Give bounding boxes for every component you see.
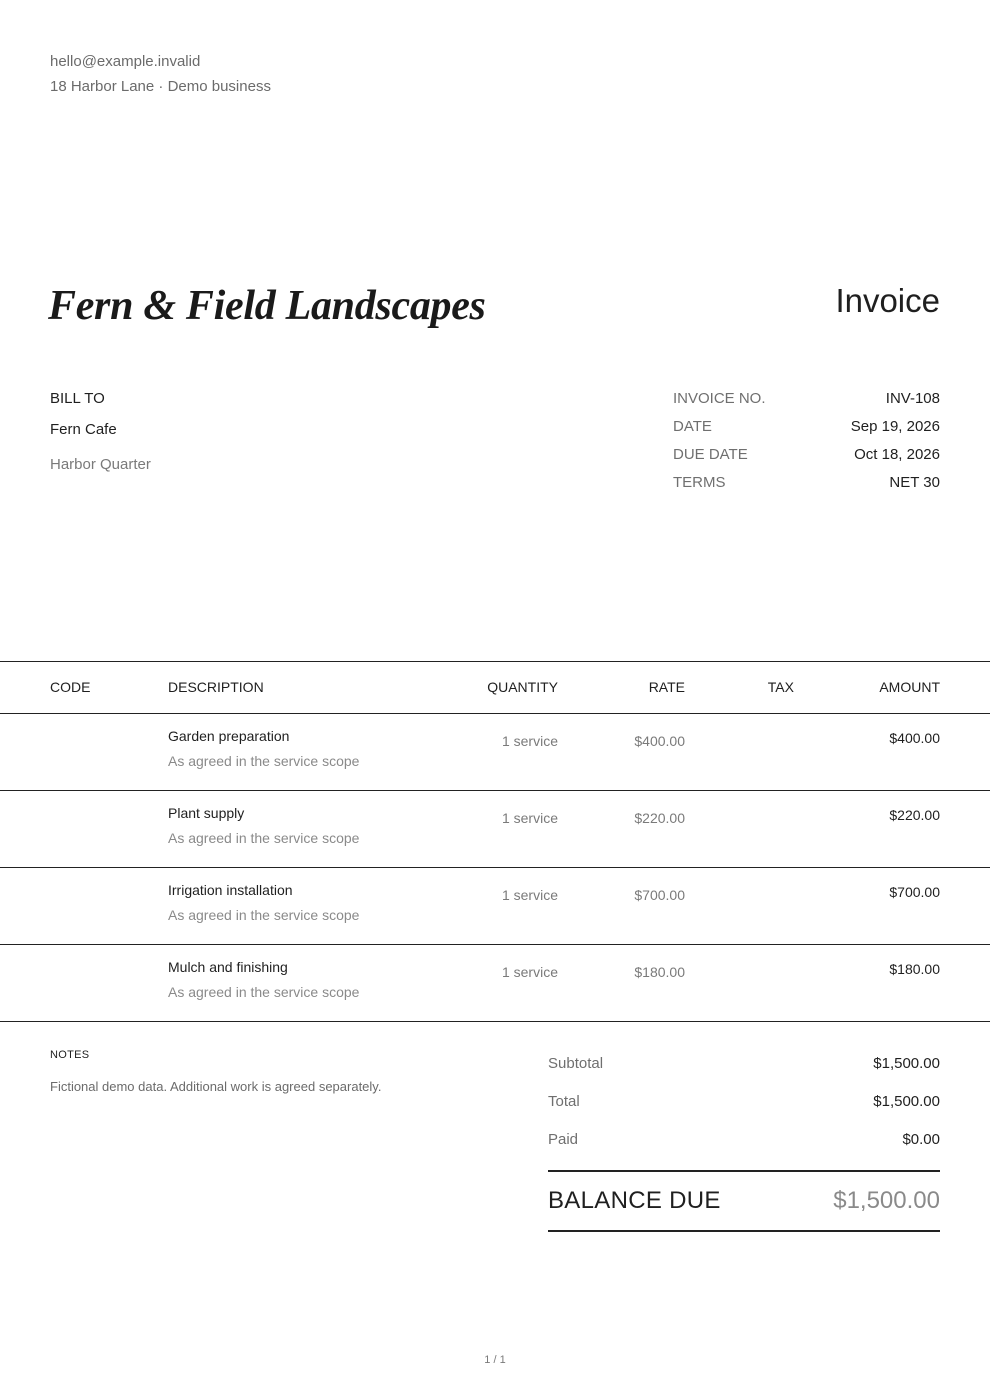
sender-email: hello@example.invalid (50, 53, 201, 70)
bill-to-name: Fern Cafe (50, 421, 117, 438)
item-rate: $180.00 (634, 964, 685, 980)
item-amount: $180.00 (889, 961, 940, 977)
invoice-meta (673, 386, 940, 498)
item-amount: $400.00 (889, 730, 940, 746)
page-number: 1 / 1 (484, 1354, 506, 1366)
item-quantity: 1 service (501, 964, 558, 980)
balance-due-value: $1,500.00 (833, 1187, 940, 1214)
document-title: Invoice (835, 282, 940, 319)
item-amount: $220.00 (889, 807, 940, 823)
totals-row-paid (548, 1120, 940, 1158)
header-tax: TAX (767, 679, 794, 695)
sender-info (50, 49, 271, 99)
table-row (0, 714, 990, 791)
item-rate: $400.00 (634, 733, 685, 749)
bill-to-address: Harbor Quarter (50, 456, 151, 473)
totals-key: Total (548, 1092, 580, 1110)
totals-value: $1,500.00 (873, 1092, 940, 1110)
table-header (0, 661, 990, 714)
meta-value: INV-108 (885, 390, 940, 407)
meta-value: Oct 18, 2026 (854, 446, 940, 463)
meta-key: DATE (673, 418, 712, 435)
line-items-table (0, 661, 990, 1022)
item-title: Plant supply (168, 805, 245, 821)
notes-label: NOTES (50, 1049, 90, 1061)
totals-block (548, 1044, 940, 1232)
item-quantity: 1 service (501, 887, 558, 903)
item-title: Mulch and finishing (168, 959, 288, 975)
item-subtitle: As agreed in the service scope (168, 984, 360, 1000)
item-title: Garden preparation (168, 728, 290, 744)
meta-row-invoice-no (673, 386, 940, 414)
totals-row-total (548, 1082, 940, 1120)
company-name: Fern & Field Landscapes (48, 283, 486, 329)
item-amount: $700.00 (889, 884, 940, 900)
header-description: DESCRIPTION (168, 679, 264, 695)
item-subtitle: As agreed in the service scope (168, 830, 360, 846)
header-amount: AMOUNT (879, 679, 940, 695)
totals-key: Paid (548, 1130, 579, 1148)
header-code: CODE (50, 679, 91, 695)
meta-key: TERMS (673, 474, 726, 491)
meta-row-due-date (673, 442, 940, 470)
item-subtitle: As agreed in the service scope (168, 753, 360, 769)
item-rate: $220.00 (634, 810, 685, 826)
totals-key: Subtotal (548, 1054, 604, 1072)
meta-row-date (673, 414, 940, 442)
item-quantity: 1 service (501, 733, 558, 749)
totals-value: $0.00 (902, 1130, 940, 1148)
item-title: Irrigation installation (168, 882, 293, 898)
header-rate: RATE (648, 679, 685, 695)
table-row (0, 945, 990, 1022)
meta-row-terms (673, 470, 940, 498)
sender-address: 18 Harbor Lane · Demo business (50, 78, 271, 95)
balance-due (548, 1170, 940, 1232)
meta-key: INVOICE NO. (673, 390, 766, 407)
table-row (0, 868, 990, 945)
meta-key: DUE DATE (673, 446, 748, 463)
header-quantity: QUANTITY (487, 679, 558, 695)
item-subtitle: As agreed in the service scope (168, 907, 360, 923)
totals-value: $1,500.00 (873, 1054, 940, 1072)
item-rate: $700.00 (634, 887, 685, 903)
meta-value: NET 30 (889, 474, 940, 491)
balance-due-label: BALANCE DUE (548, 1187, 721, 1214)
notes-text: Fictional demo data. Additional work is agreed separately. (50, 1079, 382, 1094)
table-row (0, 791, 990, 868)
item-quantity: 1 service (501, 810, 558, 826)
bill-to-label: BILL TO (50, 390, 105, 407)
totals-row-subtotal (548, 1044, 940, 1082)
meta-value: Sep 19, 2026 (850, 418, 940, 435)
